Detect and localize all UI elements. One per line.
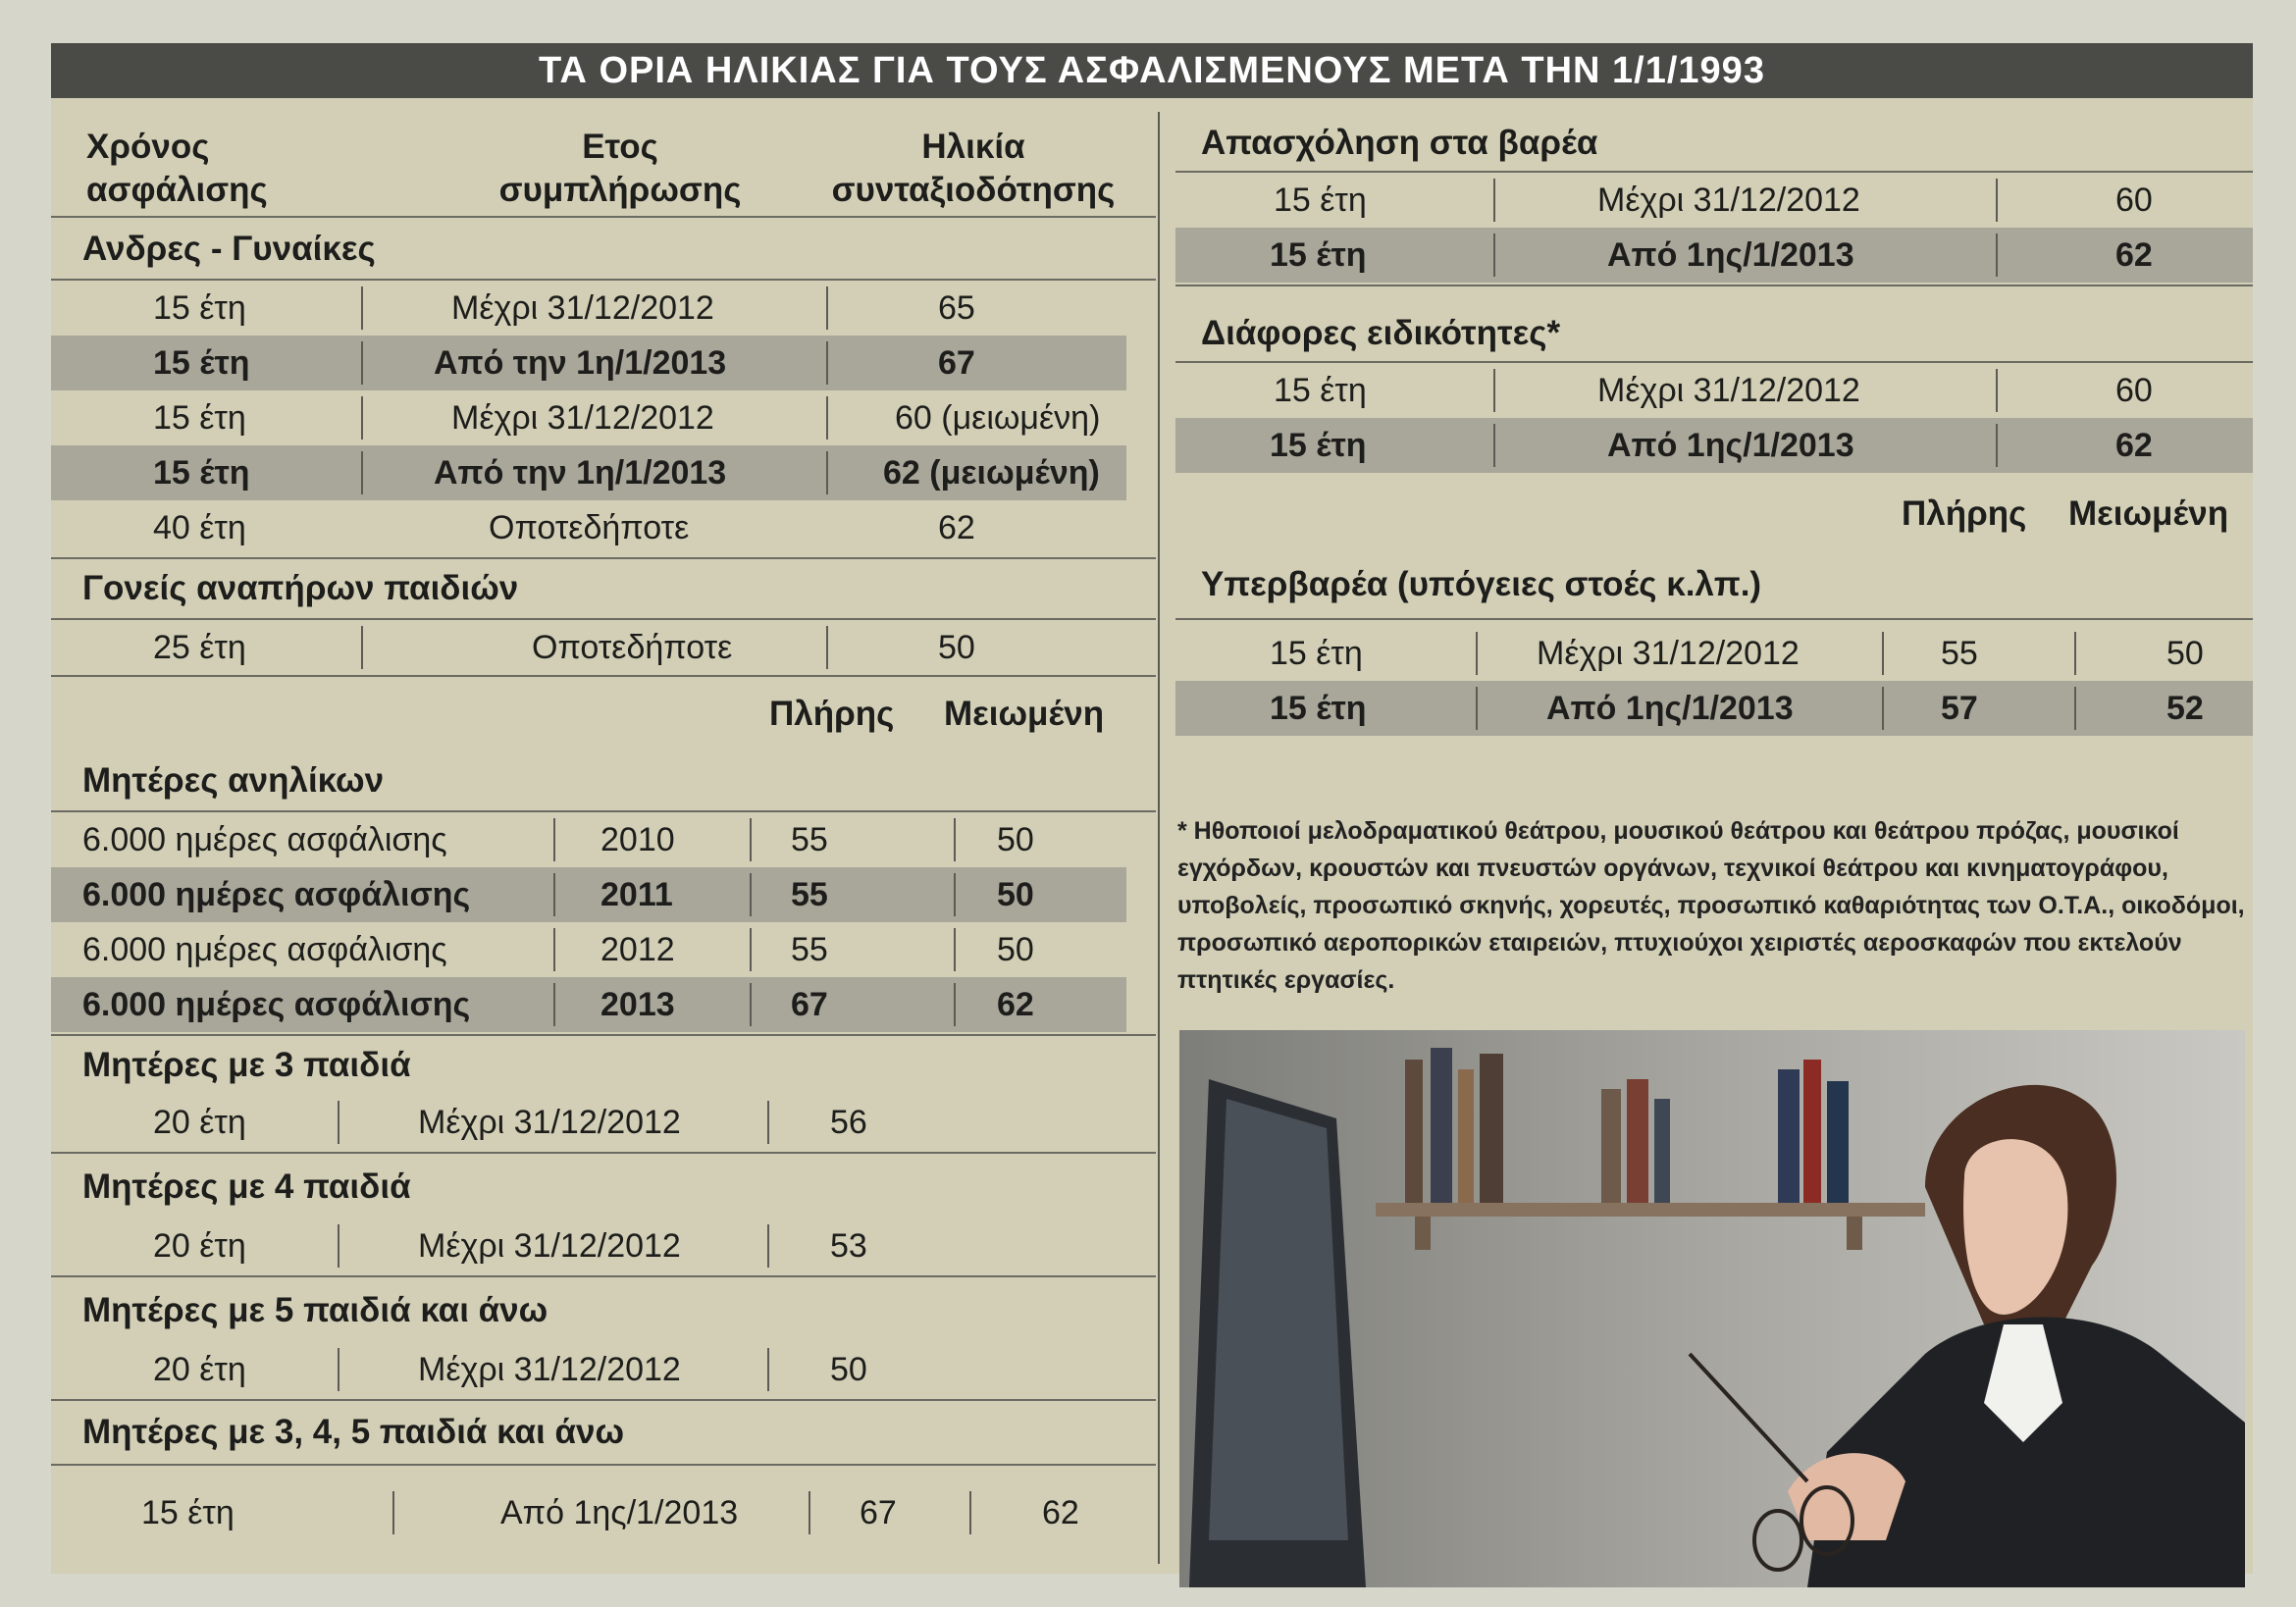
divider-line (51, 1275, 1156, 1277)
table-row (51, 445, 1126, 500)
cell-age: 62 (2115, 236, 2153, 274)
column-rule (361, 341, 363, 385)
column-rule (767, 1348, 769, 1391)
cell-age: 60 (2115, 372, 2153, 409)
cell-date: Από 1ης/1/2013 (1607, 427, 1854, 464)
header-text: Ετος (582, 128, 658, 166)
cell-reduced: 62 (997, 986, 1034, 1023)
divider-line (51, 216, 1156, 218)
cell-date: Μέχρι 31/12/2012 (418, 1351, 681, 1388)
cell-year: 2010 (600, 821, 675, 858)
cell-reduced: 52 (2166, 690, 2204, 727)
cell-age: 65 (938, 289, 975, 327)
left-column (51, 98, 1126, 1574)
label-full: Πλήρης (1902, 494, 2027, 533)
cell-years: 15 έτη (153, 289, 246, 327)
cell-age: 56 (830, 1104, 867, 1141)
column-rule (1493, 233, 1495, 277)
column-rule (954, 928, 956, 971)
cell-date: Από 1ης/1/2013 (500, 1494, 739, 1531)
column-rule (361, 396, 363, 440)
column-rule (361, 626, 363, 669)
cell-full: 55 (791, 931, 828, 968)
cell-age: 50 (938, 629, 975, 666)
table-row (1175, 681, 2253, 736)
cell-years: 15 έτη (1270, 236, 1367, 274)
column-rule (553, 818, 555, 861)
section-men-women: Ανδρες - Γυναίκες (82, 230, 376, 268)
cell-years: 15 έτη (141, 1494, 235, 1531)
divider-line (51, 675, 1156, 677)
table-row (51, 500, 1126, 555)
table-row (51, 1218, 1126, 1273)
cell-years: 15 έτη (153, 399, 246, 437)
column-rule (392, 1491, 394, 1534)
header-insurance-time (86, 126, 268, 212)
cell-years: 15 έτη (1274, 181, 1367, 219)
cell-reduced: 62 (1042, 1494, 1079, 1531)
table-row (1175, 626, 2253, 681)
cell-reduced: 50 (997, 931, 1034, 968)
cell-date: Από την 1η/1/2013 (434, 344, 727, 382)
section-mothers-4: Μητέρες με 4 παιδιά (82, 1167, 411, 1206)
cell-age: 67 (938, 344, 975, 382)
column-rule (750, 818, 752, 861)
cell-age: 62 (938, 509, 975, 546)
infobox-title: ΤΑ ΟΡΙΑ ΗΛΙΚΙΑΣ ΓΙΑ ΤΟΥΣ ΑΣΦΑΛΙΣΜΕΝΟΥΣ ΜΕΤΑ ΤΗΝ 1/1/1993 (51, 43, 2253, 98)
divider-line (51, 1034, 1156, 1036)
column-rule (1493, 179, 1495, 222)
cell-date: Μέχρι 31/12/2012 (1597, 181, 1860, 219)
table-row (51, 867, 1126, 922)
cell-year: 2012 (600, 931, 675, 968)
cell-days: 6.000 ημέρες ασφάλισης (82, 876, 471, 913)
cell-date: Από 1ης/1/2013 (1607, 236, 1854, 274)
cell-date: Από την 1η/1/2013 (434, 454, 727, 492)
section-mothers-5: Μητέρες με 5 παιδιά και άνω (82, 1291, 548, 1329)
table-row (51, 977, 1126, 1032)
cell-age: 53 (830, 1227, 867, 1265)
cell-age: 62 (μειωμένη) (883, 454, 1100, 492)
section-heavy-work: Απασχόληση στα βαρέα (1201, 124, 1598, 162)
cell-years: 15 έτη (153, 454, 250, 492)
divider-line (1175, 285, 2253, 286)
cell-years: 15 έτη (1270, 635, 1363, 672)
cell-years: 15 έτη (1270, 427, 1367, 464)
divider-line (51, 1464, 1156, 1466)
cell-full: 67 (791, 986, 828, 1023)
table-row (1175, 418, 2253, 473)
column-rule (954, 873, 956, 916)
column-rule (1996, 233, 1998, 277)
cell-year: 2011 (600, 876, 673, 913)
header-text: Χρόνος (86, 128, 210, 166)
table-row (51, 620, 1126, 675)
cell-date: Από 1ης/1/2013 (1546, 690, 1794, 727)
cell-years: 20 έτη (153, 1227, 246, 1265)
section-very-heavy: Υπερβαρέα (υπόγειες στοές κ.λπ.) (1201, 565, 1762, 603)
cell-full: 55 (1941, 635, 1978, 672)
column-rule (1882, 687, 1884, 730)
cell-years: 20 έτη (153, 1104, 246, 1141)
table-row (51, 390, 1126, 445)
table-row (1175, 228, 2253, 283)
column-rule (767, 1101, 769, 1144)
column-rule (361, 451, 363, 494)
column-rule (954, 818, 956, 861)
label-reduced: Μειωμένη (2068, 494, 2229, 533)
column-rule (553, 873, 555, 916)
column-rule (954, 983, 956, 1026)
right-column (1175, 98, 2253, 1574)
cell-years: 40 έτη (153, 509, 246, 546)
cell-date: Μέχρι 31/12/2012 (418, 1104, 681, 1141)
header-text: Ηλικία (921, 128, 1025, 166)
divider-line (51, 1152, 1156, 1154)
column-rule (361, 286, 363, 330)
cell-full: 55 (791, 876, 828, 913)
cell-date: Μέχρι 31/12/2012 (418, 1227, 681, 1265)
column-rule (826, 341, 828, 385)
column-rule (1882, 632, 1884, 675)
cell-days: 6.000 ημέρες ασφάλισης (82, 821, 447, 858)
section-mothers-345: Μητέρες με 3, 4, 5 παιδιά και άνω (82, 1413, 625, 1451)
column-rule (750, 873, 752, 916)
divider-line (51, 1399, 1156, 1401)
cell-age: 60 (2115, 181, 2153, 219)
footnote: * Ηθοποιοί μελοδραματικού θεάτρου, μουσικού θεάτρου και θεάτρου πρόζας, μουσικοί εγχόρδων, κρουστών και πνευστών οργάνων, τεχνικοί θεάτρου και κινηματογράφου, υποβολείς, προσωπικό σκηνής, χορευτές, προσωπικό καθαριότητας των Ο.Τ.Α., οικοδόμοι, προσωπικό αεροπορικών εταιρειών, πτυχιούχοι χειριστές αεροσκαφών που εκτελούν πτητικές εργασίες. (1177, 817, 2245, 994)
column-rule (2074, 687, 2076, 730)
divider-line (1175, 618, 2253, 620)
column-rule (553, 983, 555, 1026)
column-rule (767, 1224, 769, 1268)
label-reduced: Μειωμένη (944, 695, 1105, 733)
table-row (51, 336, 1126, 390)
column-rule (826, 396, 828, 440)
column-rule (338, 1101, 339, 1144)
cell-days: 6.000 ημέρες ασφάλισης (82, 931, 447, 968)
header-retirement-age (816, 126, 1130, 212)
cell-age: 60 (μειωμένη) (895, 399, 1101, 437)
column-rule (2074, 632, 2076, 675)
section-mothers-minors: Μητέρες ανηλίκων (82, 761, 385, 800)
cell-years: 25 έτη (153, 629, 246, 666)
cell-year: 2013 (600, 986, 675, 1023)
column-rule (1493, 369, 1495, 412)
cell-full: 55 (791, 821, 828, 858)
column-rule (1996, 369, 1998, 412)
cell-age: 50 (830, 1351, 867, 1388)
cell-reduced: 50 (997, 821, 1034, 858)
column-rule (750, 983, 752, 1026)
cell-date: Μέχρι 31/12/2012 (1597, 372, 1860, 409)
cell-years: 20 έτη (153, 1351, 246, 1388)
cell-date: Μέχρι 31/12/2012 (451, 399, 714, 437)
cell-years: 15 έτη (1270, 690, 1367, 727)
table-row (51, 812, 1126, 867)
column-rule (1996, 179, 1998, 222)
section-mothers-3: Μητέρες με 3 παιδιά (82, 1046, 411, 1084)
column-rule (338, 1224, 339, 1268)
cell-date: Μέχρι 31/12/2012 (1537, 635, 1800, 672)
photo-illustration (1179, 1030, 2245, 1587)
header-text: συνταξιοδότησης (831, 171, 1116, 209)
column-divider (1158, 112, 1160, 1564)
cell-days: 6.000 ημέρες ασφάλισης (82, 986, 471, 1023)
cell-full: 57 (1941, 690, 1978, 727)
cell-date: Οποτεδήποτε (489, 509, 690, 546)
table-row (1175, 363, 2253, 418)
label-full: Πλήρης (769, 695, 895, 733)
section-disabled-parents: Γονείς αναπήρων παιδιών (82, 569, 519, 607)
cell-reduced: 50 (997, 876, 1034, 913)
header-text: συμπλήρωσης (498, 171, 742, 209)
header-text: ασφάλισης (86, 171, 268, 209)
column-rule (826, 451, 828, 494)
cell-years: 15 έτη (153, 344, 250, 382)
column-rule (969, 1491, 971, 1534)
photo-woman-at-computer (1179, 1030, 2245, 1587)
table-row (51, 1342, 1126, 1397)
header-completion-year (463, 126, 777, 212)
column-rule (1476, 632, 1478, 675)
column-rule (750, 928, 752, 971)
table-row (51, 281, 1126, 336)
column-rule (809, 1491, 810, 1534)
column-rule (1996, 424, 1998, 467)
column-rule (1476, 687, 1478, 730)
infobox (51, 43, 2253, 1574)
table-row (51, 1095, 1126, 1150)
column-rule (826, 626, 828, 669)
cell-date: Μέχρι 31/12/2012 (451, 289, 714, 327)
column-rule (1493, 424, 1495, 467)
cell-age: 62 (2115, 427, 2153, 464)
table-row (51, 922, 1126, 977)
column-rule (338, 1348, 339, 1391)
cell-reduced: 50 (2166, 635, 2204, 672)
divider-line (51, 557, 1156, 559)
cell-full: 67 (860, 1494, 897, 1531)
column-rule (826, 286, 828, 330)
cell-years: 15 έτη (1274, 372, 1367, 409)
section-specialties: Διάφορες ειδικότητες* (1201, 314, 1561, 352)
cell-date: Οποτεδήποτε (532, 629, 733, 666)
column-rule (553, 928, 555, 971)
table-row (51, 1485, 1126, 1540)
table-row (1175, 173, 2253, 228)
